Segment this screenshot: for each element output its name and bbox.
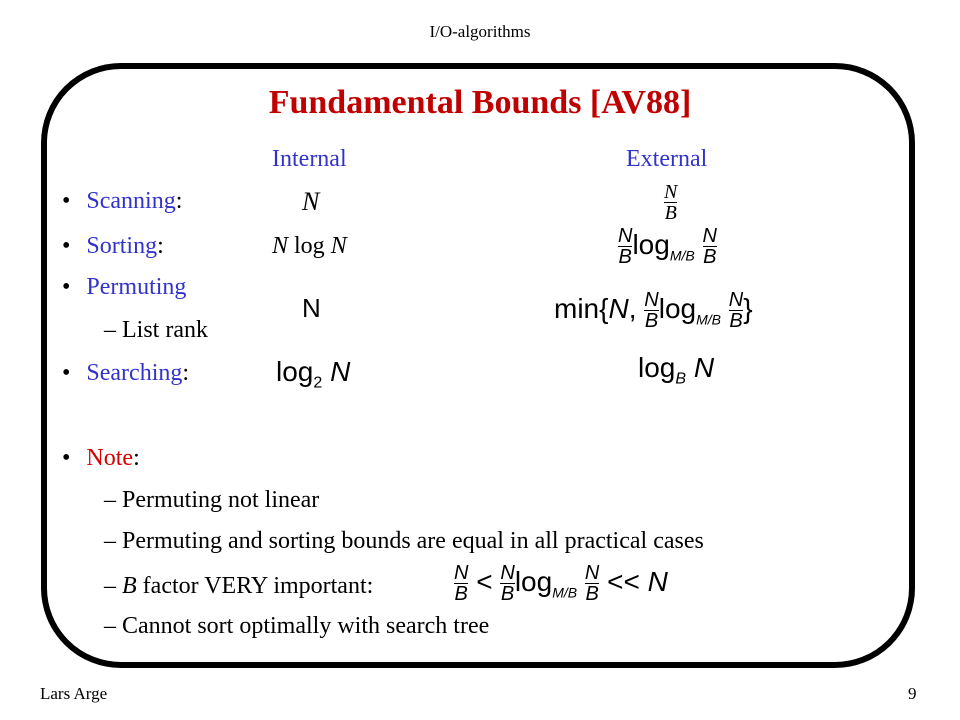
- note-item-4: – Cannot sort optimally with search tree: [104, 613, 490, 639]
- permuting-label: Permuting: [86, 274, 187, 300]
- note-item-2: – Permuting and sorting bounds are equal in all practical cases: [104, 528, 704, 554]
- column-internal-header: Internal: [272, 146, 347, 172]
- searching-row: [62, 360, 189, 387]
- bullet: •: [62, 445, 71, 471]
- sorting-external-bound: $\frac{N}{B}$ $\log_{M/B}$ $\frac{N}{B}$: [618, 225, 717, 268]
- list-rank-row: [104, 317, 208, 344]
- searching-internal-bound: $\log_2 N$: [276, 356, 351, 392]
- permuting-row: [62, 274, 186, 301]
- sorting-row: [62, 233, 164, 260]
- permuting-external-bound: min{N, $\frac{N}{B}$ $\log_{M/B}$ $\frac{N}{B}$ }: [554, 289, 753, 332]
- bullet: •: [62, 360, 71, 386]
- sorting-label: Sorting: [86, 233, 158, 259]
- colon: :: [157, 233, 164, 259]
- permuting-internal-bound: N: [302, 293, 321, 323]
- scanning-label: Scanning: [86, 188, 176, 214]
- page-number: 9: [908, 684, 917, 703]
- column-external-header: External: [626, 146, 708, 172]
- sorting-internal-bound: N log N: [272, 233, 347, 259]
- scanning-internal-bound: N: [302, 187, 320, 216]
- b-factor-inequality: $\frac{N}{B}$ < $\frac{N}{B}$ $\log_{M/B}$ $\frac{N}{B}$ << N: [454, 562, 668, 605]
- header-title: I/O-algorithms: [429, 22, 531, 41]
- footer-author: Lars Arge: [40, 684, 108, 703]
- dash: –: [104, 317, 116, 343]
- slide-title: Fundamental Bounds [AV88]: [268, 84, 692, 121]
- searching-label: Searching: [86, 360, 183, 386]
- note-item-3: – B factor VERY important:: [104, 573, 374, 599]
- scanning-external-bound: $\frac{N}{B}$: [664, 181, 678, 224]
- colon: :: [182, 360, 190, 386]
- colon: :: [133, 445, 140, 471]
- note-item-1: – Permuting not linear: [104, 487, 320, 513]
- list-rank-label: List rank: [122, 317, 208, 343]
- colon: :: [175, 188, 183, 214]
- scanning-row: [62, 188, 182, 215]
- bullet: •: [62, 274, 71, 300]
- bullet: •: [62, 233, 71, 259]
- note-row: [62, 445, 140, 472]
- bullet: •: [62, 188, 71, 214]
- searching-external-bound: $\log_B N$: [638, 352, 715, 388]
- note-label: Note: [86, 445, 134, 471]
